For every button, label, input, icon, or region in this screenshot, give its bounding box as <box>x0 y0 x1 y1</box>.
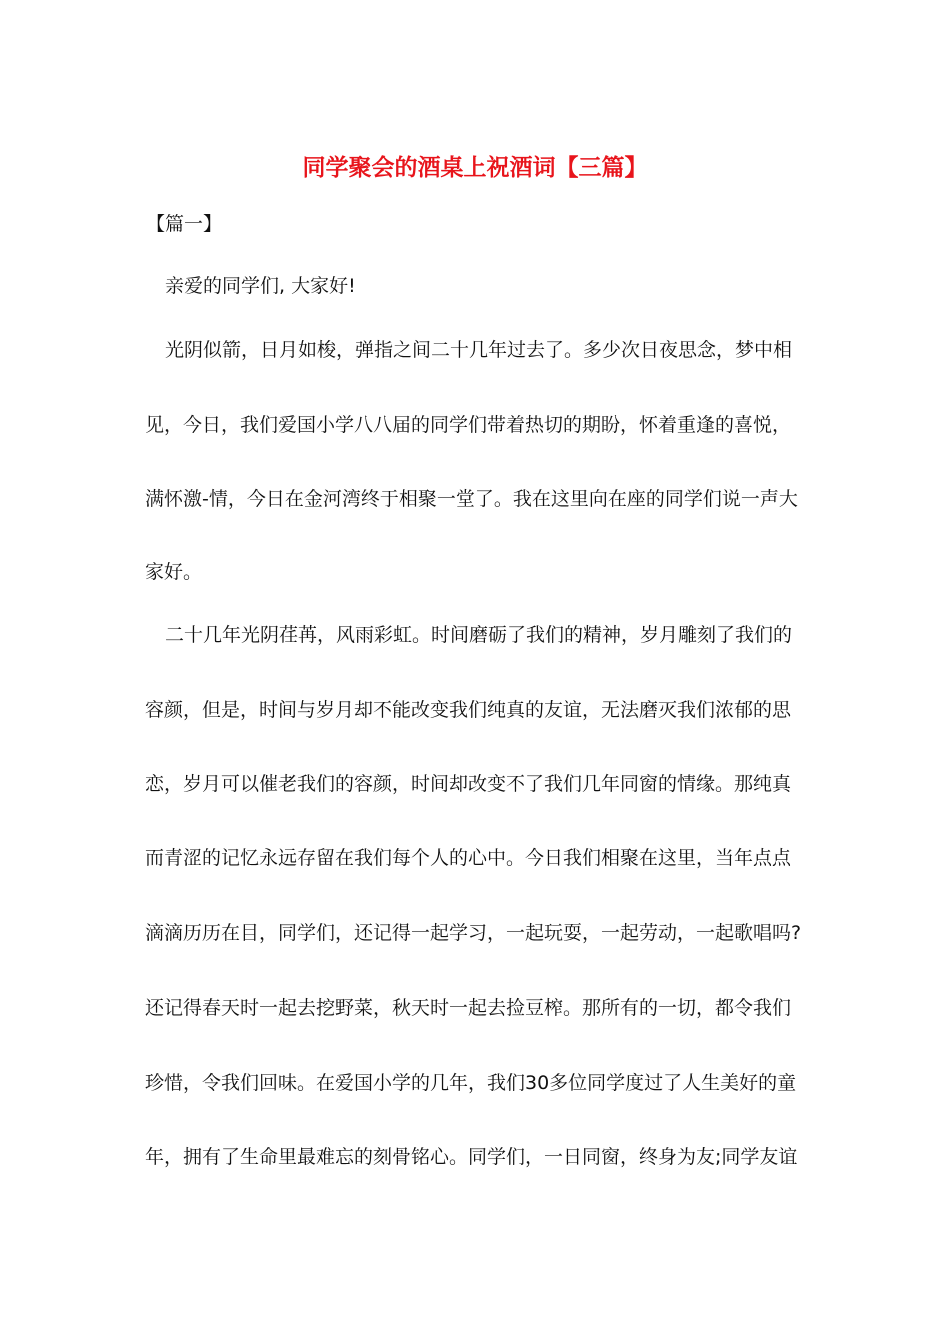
paragraph-line: 光阴似箭，日月如梭，弹指之间二十几年过去了。多少次日夜思念，梦中相 <box>165 339 793 361</box>
document-title: 同学聚会的酒桌上祝酒词【三篇】 <box>302 155 648 181</box>
paragraph-line: 珍惜，令我们回味。在爱国小学的几年，我们30多位同学度过了人生美好的童 <box>145 1072 797 1094</box>
paragraph-line: 年，拥有了生命里最难忘的刻骨铭心。同学们，一日同窗，终身为友;同学友谊 <box>145 1146 798 1168</box>
greeting-line: 亲爱的同学们, 大家好! <box>165 275 356 297</box>
paragraph-line: 家好。 <box>145 561 203 583</box>
paragraph-line: 滴滴历历在目，同学们，还记得一起学习，一起玩耍，一起劳动，一起歌唱吗? <box>145 922 802 944</box>
paragraph-line: 恋，岁月可以催老我们的容颜，时间却改变不了我们几年同窗的情缘。那纯真 <box>145 773 792 795</box>
paragraph-line: 还记得春天时一起去挖野菜，秋天时一起去捡豆榨。那所有的一切，都令我们 <box>145 997 792 1019</box>
paragraph-line: 二十几年光阴荏苒，风雨彩虹。时间磨砺了我们的精神，岁月雕刻了我们的 <box>165 624 793 646</box>
section-heading: 【篇一】 <box>146 213 223 235</box>
paragraph-line: 而青涩的记忆永远存留在我们每个人的心中。今日我们相聚在这里，当年点点 <box>145 847 792 869</box>
paragraph-line: 容颜，但是，时间与岁月却不能改变我们纯真的友谊，无法磨灭我们浓郁的思 <box>145 699 792 721</box>
paragraph-line: 见，今日，我们爱国小学八八届的同学们带着热切的期盼，怀着重逢的喜悦， <box>145 414 792 436</box>
paragraph-line: 满怀激-情，今日在金河湾终于相聚一堂了。我在这里向在座的同学们说一声大 <box>145 488 798 510</box>
